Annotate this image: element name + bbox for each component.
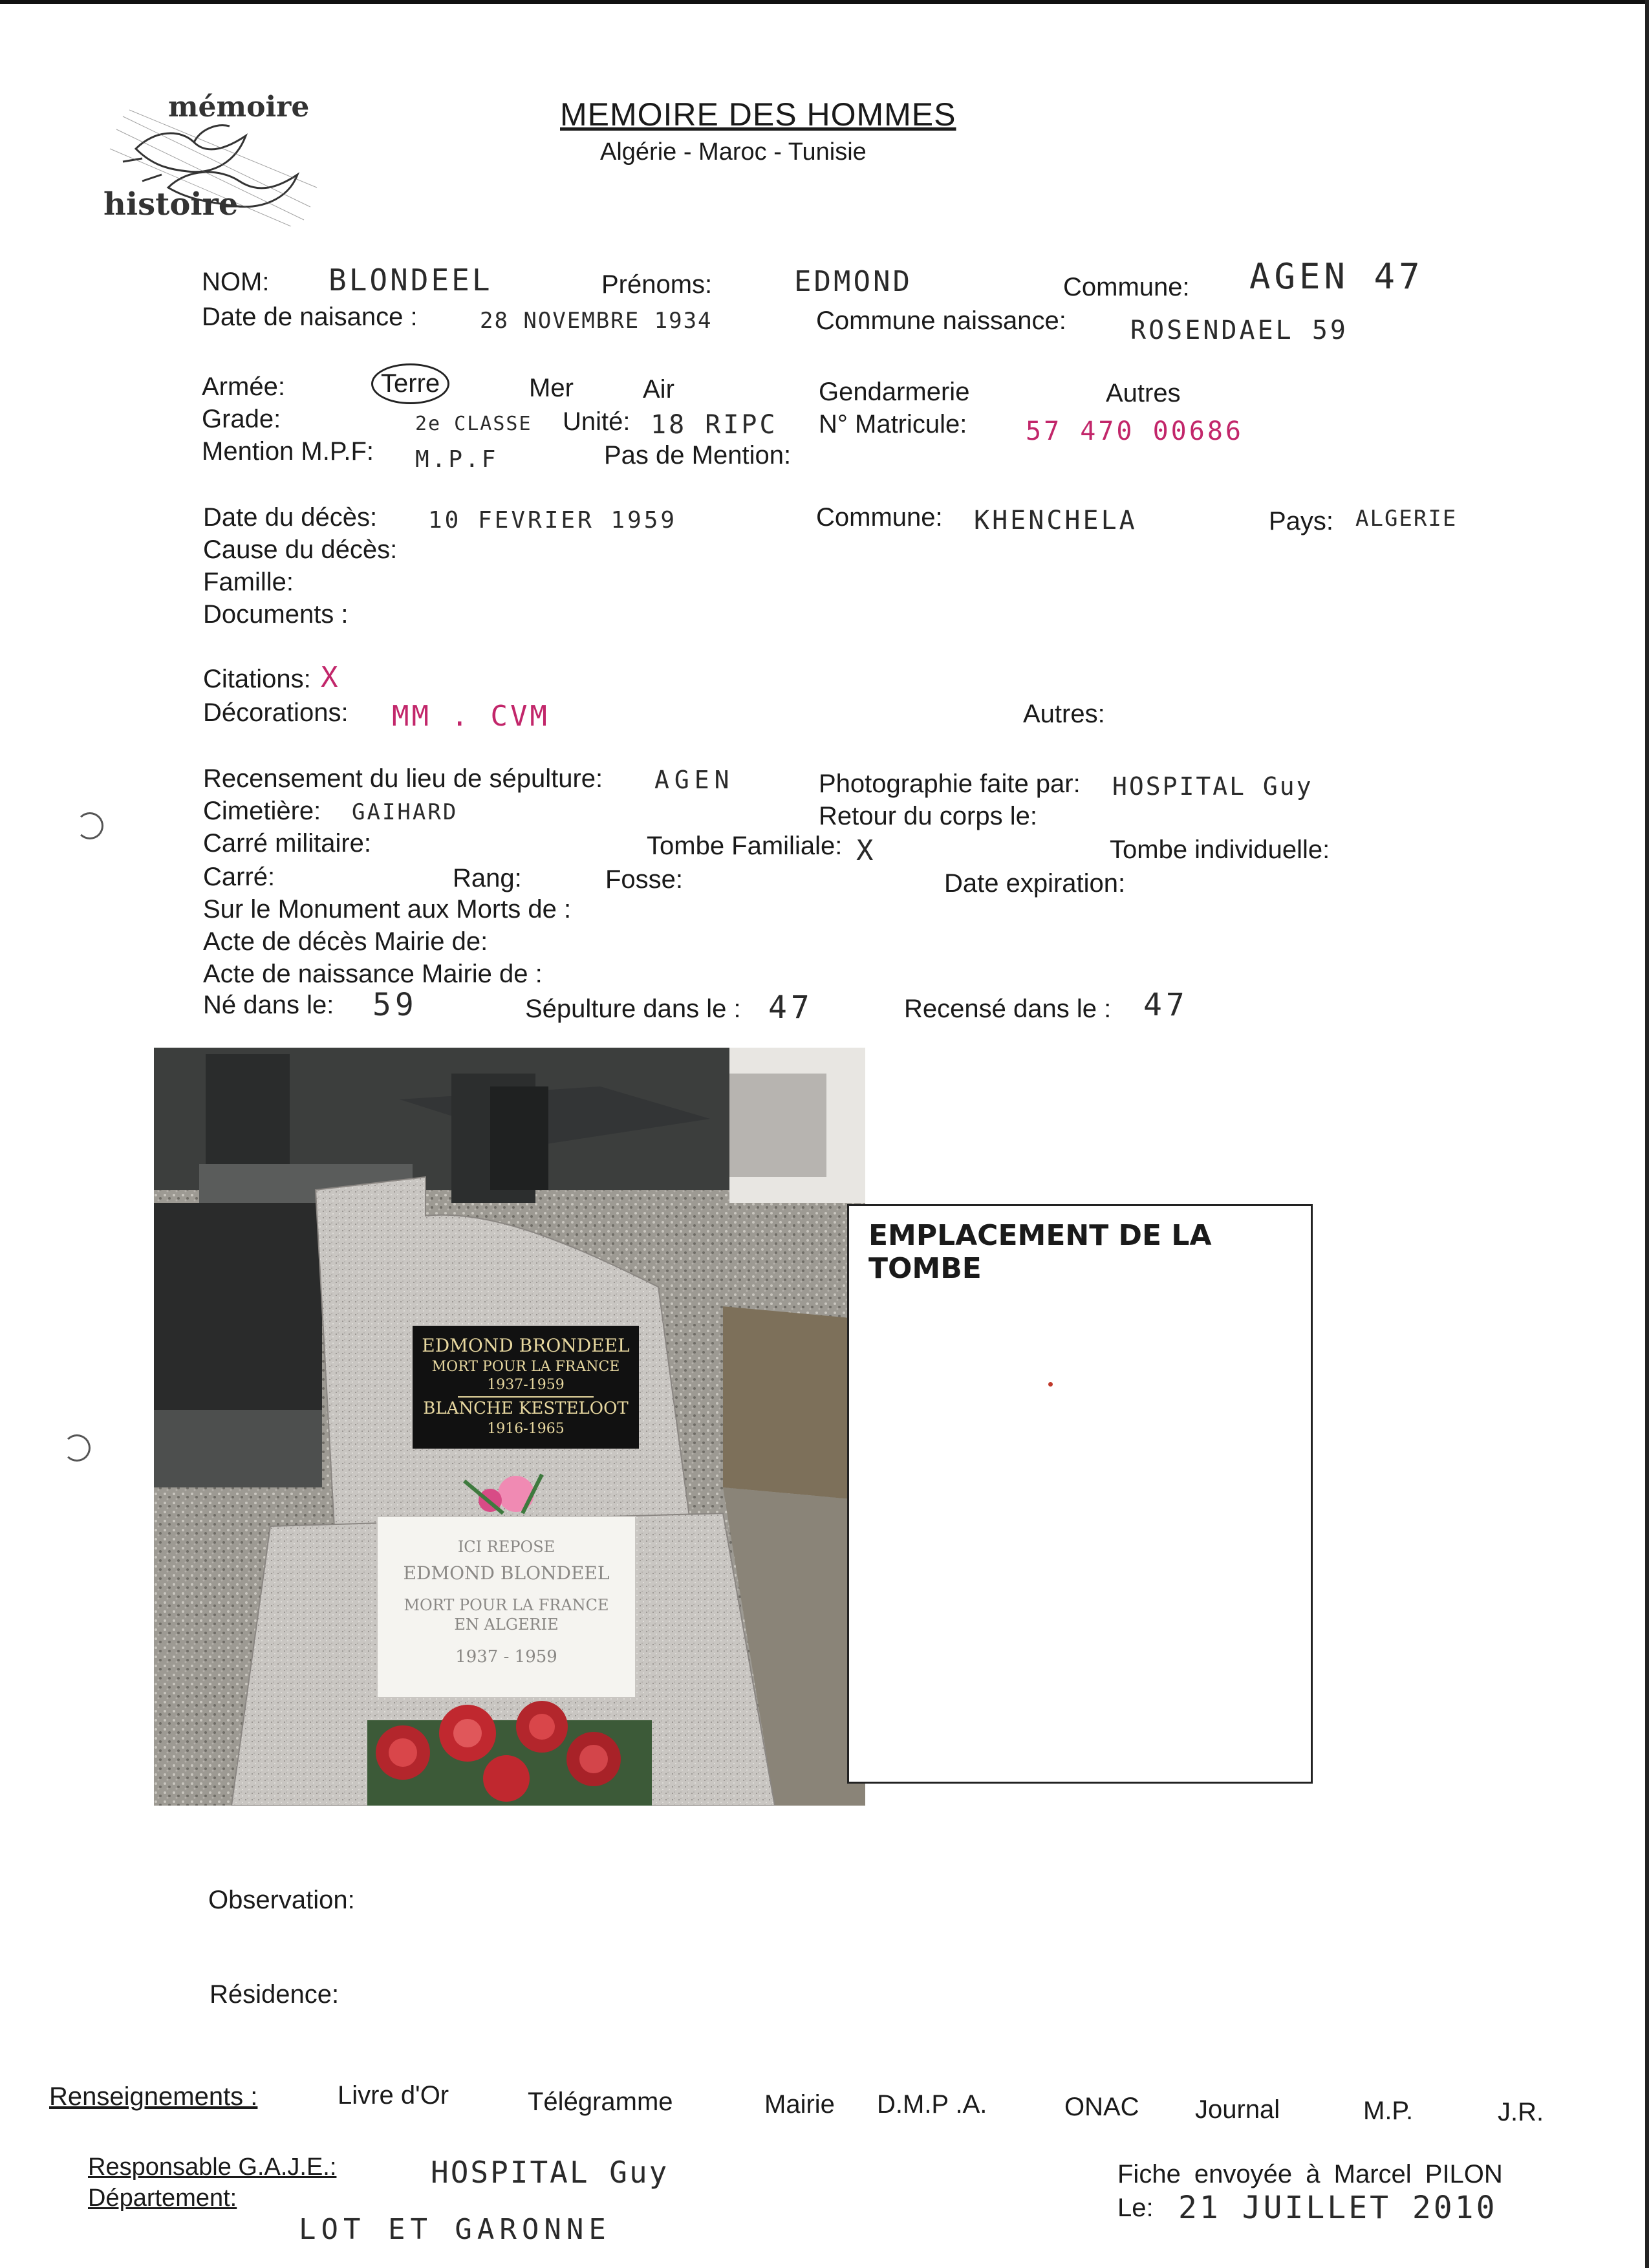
famille-label: Famille: xyxy=(203,568,294,596)
armee-label: Armée: xyxy=(202,373,285,401)
departement-label: Département: xyxy=(88,2185,237,2212)
pas-mention-label: Pas de Mention: xyxy=(604,441,792,470)
fosse-label: Fosse: xyxy=(605,865,684,894)
renseignement-jr: J.R. xyxy=(1498,2098,1544,2126)
responsable-value: HOSPITAL Guy xyxy=(431,2155,669,2190)
prenoms-label: Prénoms: xyxy=(601,270,713,299)
stele-line-4: EN ALGERIE xyxy=(454,1615,559,1634)
recensement-value: AGEN xyxy=(654,766,735,794)
mention-value: M.P.F xyxy=(415,446,499,473)
retour-corps-label: Retour du corps le: xyxy=(819,802,1037,830)
tombe-individuelle-label: Tombe individuelle: xyxy=(1110,836,1330,864)
cimetiere-value: GAIHARD xyxy=(352,799,458,825)
stele-line-3: MORT POUR LA FRANCE xyxy=(404,1596,609,1614)
sepulture-dans-label: Sépulture dans le : xyxy=(525,995,741,1023)
renseignement-livre-dor: Livre d'Or xyxy=(338,2081,449,2110)
carre-militaire-label: Carré militaire: xyxy=(203,829,372,858)
citations-label: Citations: xyxy=(203,665,311,693)
page-subtitle: Algérie - Maroc - Tunisie xyxy=(600,138,867,166)
photo-faite-par-label: Photographie faite par: xyxy=(819,770,1081,798)
matricule-value: 57 470 00686 xyxy=(1026,416,1244,446)
renseignement-journal: Journal xyxy=(1195,2095,1280,2124)
nom-value: BLONDEEL xyxy=(329,263,493,297)
emplacement-tombe-title: EMPLACEMENT DE LA TOMBE xyxy=(868,1219,1212,1285)
logo-text-bottom: histoire xyxy=(103,186,239,222)
unite-label: Unité: xyxy=(563,407,630,436)
commune-deces-label: Commune: xyxy=(816,503,943,532)
documents-label: Documents : xyxy=(203,600,349,629)
nom-label: NOM: xyxy=(202,268,270,296)
le-value: 21 JUILLET 2010 xyxy=(1178,2190,1498,2226)
renseignement-telegramme: Télégramme xyxy=(528,2088,673,2116)
prenoms-value: EDMOND xyxy=(794,265,912,298)
tombe-familiale-label: Tombe Familiale: xyxy=(647,832,843,860)
monument-morts-label: Sur le Monument aux Morts de : xyxy=(203,895,572,923)
commune-naissance-value: ROSENDAEL 59 xyxy=(1130,316,1348,345)
le-label: Le: xyxy=(1117,2194,1154,2222)
grade-label: Grade: xyxy=(202,405,281,433)
commune-deces-value: KHENCHELA xyxy=(974,506,1137,535)
ne-dans-value: 59 xyxy=(372,987,418,1023)
date-naissance-value: 28 NOVEMBRE 1934 xyxy=(480,308,713,334)
recense-dans-value: 47 xyxy=(1143,987,1189,1023)
punch-hole-mark xyxy=(76,812,103,839)
departement-value: LOT ET GARONNE xyxy=(299,2213,611,2246)
unite-value: 18 RIPC xyxy=(651,410,778,440)
stele-line-1: ICI REPOSE xyxy=(457,1538,555,1556)
pays-label: Pays: xyxy=(1269,507,1334,535)
decorations-label: Décorations: xyxy=(203,698,349,727)
date-naissance-label: Date de naisance : xyxy=(202,303,418,331)
armee-terre-option-circled: Terre xyxy=(371,363,449,404)
cause-deces-label: Cause du décès: xyxy=(203,535,398,564)
stele-line-2: EDMOND BLONDEEL xyxy=(403,1562,610,1584)
plaque-line-5: 1916-1965 xyxy=(487,1421,565,1437)
citations-value: X xyxy=(321,661,341,694)
recensement-label: Recensement du lieu de sépulture: xyxy=(203,764,603,793)
armee-autres-option: Autres xyxy=(1106,379,1181,407)
renseignements-label: Renseignements : xyxy=(49,2082,258,2111)
responsable-label: Responsable G.A.J.E.: xyxy=(88,2154,337,2181)
photo-faite-par-value: HOSPITAL Guy xyxy=(1112,772,1313,801)
grade-value: 2e CLASSE xyxy=(415,413,532,435)
residence-label: Résidence: xyxy=(210,1980,339,2009)
acte-deces-label: Acte de décès Mairie de: xyxy=(203,927,488,956)
tombe-familiale-value: X xyxy=(856,834,876,867)
plaque-line-4: BLANCHE KESTELOOT xyxy=(423,1399,629,1418)
renseignement-dmpa: D.M.P .A. xyxy=(877,2090,987,2119)
decorations-value: MM . CVM xyxy=(392,700,550,733)
date-deces-label: Date du décès: xyxy=(203,503,378,532)
emplacement-tombe-box xyxy=(847,1204,1313,1784)
fiche-envoyee-label: Fiche envoyée à Marcel PILON xyxy=(1117,2160,1503,2188)
pays-value: ALGERIE xyxy=(1355,506,1458,532)
acte-naissance-label: Acte de naissance Mairie de : xyxy=(203,960,543,988)
page-edge-top xyxy=(0,0,1649,4)
autres-honneurs-label: Autres: xyxy=(1023,700,1105,728)
commune-value: AGEN 47 xyxy=(1249,256,1424,297)
date-deces-value: 10 FEVRIER 1959 xyxy=(428,507,678,534)
plaque-line-1: EDMOND BRONDEEL xyxy=(422,1335,630,1356)
armee-air-option: Air xyxy=(643,375,674,404)
location-dot xyxy=(1048,1382,1053,1387)
grave-photograph xyxy=(154,1048,865,1806)
sepulture-dans-value: 47 xyxy=(768,989,814,1026)
matricule-label: N° Matricule: xyxy=(819,410,967,438)
rang-label: Rang: xyxy=(453,864,522,892)
armee-gendarmerie-option: Gendarmerie xyxy=(819,378,970,406)
renseignement-mp: M.P. xyxy=(1363,2097,1414,2125)
renseignement-onac: ONAC xyxy=(1064,2093,1139,2121)
page-title: MEMOIRE DES HOMMES xyxy=(560,96,956,133)
recense-dans-label: Recensé dans le : xyxy=(904,995,1112,1023)
memoire-histoire-logo xyxy=(97,91,323,226)
logo-text-top: mémoire xyxy=(168,91,310,124)
renseignement-mairie: Mairie xyxy=(764,2090,835,2119)
punch-hole-mark xyxy=(63,1434,91,1462)
stele-line-5: 1937 - 1959 xyxy=(455,1647,557,1667)
observation-label: Observation: xyxy=(208,1886,355,1914)
commune-label: Commune: xyxy=(1063,273,1190,301)
plaque-line-2: MORT POUR LA FRANCE xyxy=(431,1359,620,1375)
page-edge-right xyxy=(1645,0,1649,2268)
armee-mer-option: Mer xyxy=(529,374,574,402)
ne-dans-label: Né dans le: xyxy=(203,991,334,1019)
mention-label: Mention M.P.F: xyxy=(202,437,374,466)
cimetiere-label: Cimetière: xyxy=(203,797,321,825)
carre-label: Carré: xyxy=(203,863,275,891)
date-expiration-label: Date expiration: xyxy=(944,869,1126,898)
plaque-line-3: 1937-1959 xyxy=(487,1377,565,1393)
commune-naissance-label: Commune naissance: xyxy=(816,307,1066,335)
